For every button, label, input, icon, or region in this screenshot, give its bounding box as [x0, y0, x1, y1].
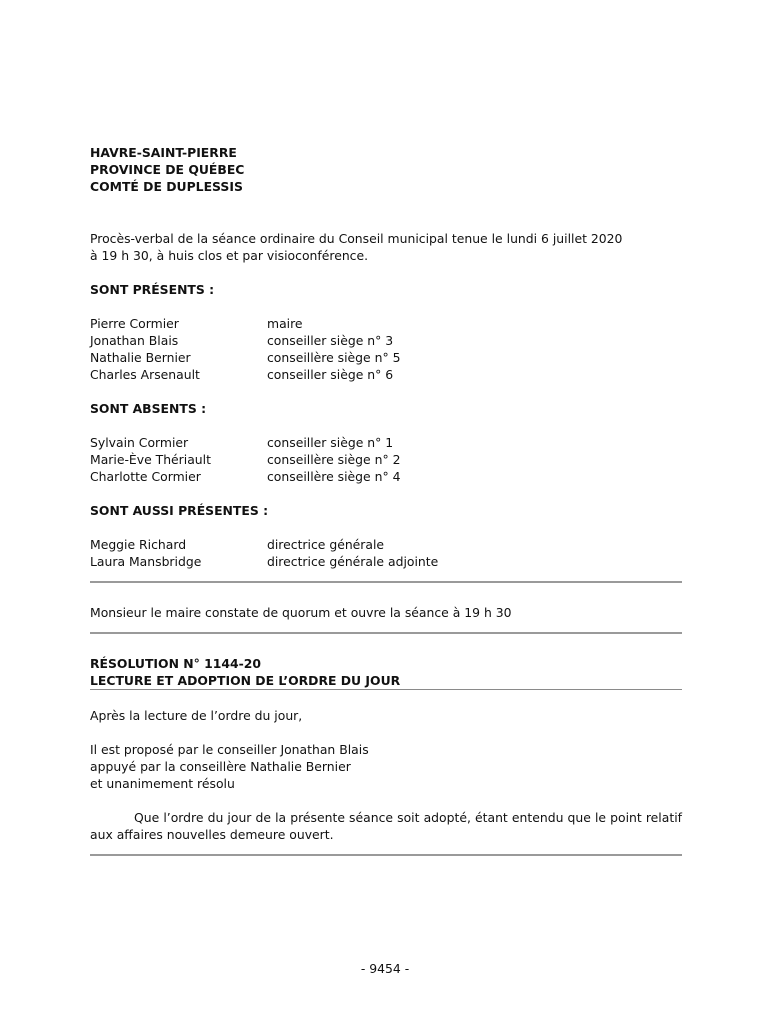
attendee-name: Nathalie Bernier [90, 350, 191, 365]
absents-list [90, 434, 682, 485]
resolution-number: RÉSOLUTION N° 1144-20 [90, 656, 262, 671]
absents-heading-text: SONT ABSENTS : [90, 401, 207, 416]
staff-name: Laura Mansbridge [90, 554, 202, 569]
seconded-by: appuyé par la conseillère Nathalie Bernier [90, 759, 351, 774]
staff-name: Meggie Richard [90, 537, 187, 552]
attendee-name: Pierre Cormier [90, 316, 179, 331]
unanimous-note: et unanimement résolu [90, 776, 235, 791]
absentee-role: conseiller siège n° 1 [267, 435, 394, 450]
absentee-name: Charlotte Cormier [90, 469, 201, 484]
resolution-title-underline [90, 689, 682, 690]
quorum-statement [90, 604, 682, 621]
municipality-name: HAVRE-SAINT-PIERRE [90, 145, 237, 160]
also-present-heading-text: SONT AUSSI PRÉSENTES : [90, 503, 269, 518]
presents-heading [90, 281, 682, 298]
absents-heading [90, 400, 682, 417]
resolution-motion [90, 741, 682, 792]
absentee-name: Marie-Ève Thériault [90, 452, 211, 467]
absentee-row [90, 434, 682, 451]
attendee-row [90, 332, 682, 349]
resolution-body: Que l’ordre du jour de la présente séance soit adopté, étant entendu que le point relatif aux affaires nouvelles demeure ouvert. [90, 810, 682, 842]
intro-line-2: à 19 h 30, à huis clos et par visioconférence. [90, 248, 369, 263]
resolution-title: LECTURE ET ADOPTION DE L’ORDRE DU JOUR [90, 673, 401, 688]
attendee-role: maire [267, 316, 303, 331]
moved-by: Il est proposé par le conseiller Jonathan Blais [90, 742, 369, 757]
section-divider [90, 854, 682, 856]
attendee-row [90, 366, 682, 383]
meeting-intro [90, 230, 682, 264]
municipality-header [90, 144, 682, 195]
resolution-preamble [90, 707, 682, 724]
county-name: COMTÉ DE DUPLESSIS [90, 179, 243, 194]
attendee-row [90, 315, 682, 332]
intro-line-1: Procès-verbal de la séance ordinaire du Conseil municipal tenue le lundi 6 juillet 2020 [90, 231, 623, 246]
section-divider [90, 632, 682, 634]
absentee-name: Sylvain Cormier [90, 435, 189, 450]
province-name: PROVINCE DE QUÉBEC [90, 162, 245, 177]
also-present-heading [90, 502, 682, 519]
staff-row [90, 536, 682, 553]
attendee-role: conseiller siège n° 6 [267, 367, 394, 382]
presents-heading-text: SONT PRÉSENTS : [90, 282, 215, 297]
absentee-row [90, 468, 682, 485]
resolution-header [90, 655, 682, 689]
absentee-role: conseillère siège n° 4 [267, 469, 401, 484]
presents-list [90, 315, 682, 383]
staff-row [90, 553, 682, 570]
staff-role: directrice générale adjointe [267, 554, 439, 569]
section-divider [90, 581, 682, 583]
preamble-text: Après la lecture de l’ordre du jour, [90, 708, 303, 723]
attendee-role: conseiller siège n° 3 [267, 333, 394, 348]
attendee-name: Charles Arsenault [90, 367, 200, 382]
quorum-text: Monsieur le maire constate de quorum et ouvre la séance à 19 h 30 [90, 605, 512, 620]
page-number: - 9454 - [360, 961, 410, 976]
staff-role: directrice générale [267, 537, 385, 552]
absentee-role: conseillère siège n° 2 [267, 452, 401, 467]
also-present-list [90, 536, 682, 570]
absentee-row [90, 451, 682, 468]
attendee-name: Jonathan Blais [90, 333, 179, 348]
attendee-row [90, 349, 682, 366]
attendee-role: conseillère siège n° 5 [267, 350, 401, 365]
